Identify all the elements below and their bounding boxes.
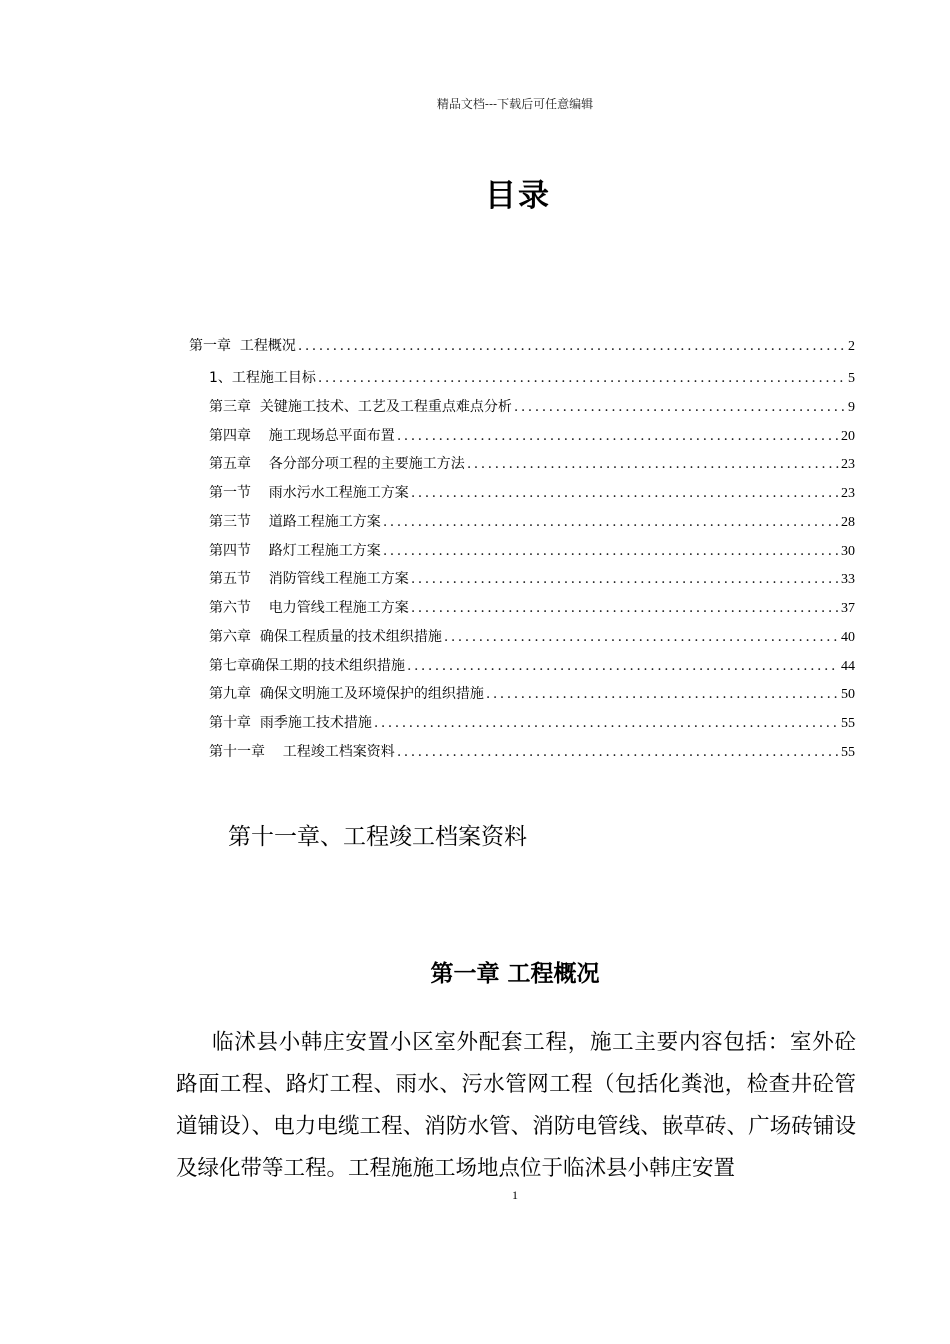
toc-leader-dots <box>467 454 839 474</box>
toc-leader-dots <box>411 483 839 503</box>
toc-leader-dots <box>383 541 839 561</box>
toc-entry-text: 第九章 确保文明施工及环境保护的组织措施 <box>209 686 484 702</box>
toc-entry[interactable] <box>209 627 855 647</box>
toc-entry-text: 第六章 确保工程质量的技术组织措施 <box>209 629 442 645</box>
toc-leader-dots <box>444 627 839 647</box>
toc-entry-page: 44 <box>841 659 855 674</box>
toc-entry-page: 50 <box>841 687 855 702</box>
toc-leader-dots <box>397 742 839 762</box>
toc-leader-dots <box>383 512 839 532</box>
toc-entry-text: 1、工程施工目标 <box>209 370 316 386</box>
toc-entry[interactable] <box>209 598 855 618</box>
chapter-heading: 第一章 工程概况 <box>430 961 600 987</box>
toc-entry[interactable] <box>209 541 855 561</box>
toc-entry-page: 28 <box>841 515 855 530</box>
toc-entry-page: 23 <box>841 457 855 472</box>
toc-entry[interactable] <box>209 742 855 762</box>
page-number: 1 <box>512 1188 518 1202</box>
toc-entry[interactable] <box>209 454 855 474</box>
toc-entry-text: 第四章 施工现场总平面布置 <box>209 428 395 444</box>
toc-leader-dots <box>407 656 839 676</box>
toc-entry-text: 第十一章 工程竣工档案资料 <box>209 744 395 760</box>
toc-entry[interactable] <box>209 512 855 532</box>
toc-entry[interactable] <box>209 368 855 388</box>
toc-entry-page: 20 <box>841 429 855 444</box>
toc-entry-page: 30 <box>841 544 855 559</box>
section-subheading: 第十一章、工程竣工档案资料 <box>228 824 527 850</box>
toc-title: 目录 <box>485 178 551 214</box>
toc-entry-page: 33 <box>841 572 855 587</box>
toc-entry[interactable] <box>209 713 855 733</box>
toc-leader-dots <box>397 426 839 446</box>
toc-leader-dots <box>318 368 846 388</box>
toc-entry-page: 5 <box>848 371 855 386</box>
toc-entry-text: 第十章 雨季施工技术措施 <box>209 715 372 731</box>
toc-entry-text: 第六节 电力管线工程施工方案 <box>209 600 409 616</box>
toc-entry-page: 55 <box>841 716 855 731</box>
toc-leader-dots <box>514 397 846 417</box>
toc-entry[interactable] <box>209 397 855 417</box>
toc-entry-text: 第七章确保工期的技术组织措施 <box>209 658 405 674</box>
toc-entry-text: 第五节 消防管线工程施工方案 <box>209 571 409 587</box>
toc-entry-page: 55 <box>841 745 855 760</box>
toc-leader-dots <box>298 336 846 356</box>
body-paragraph: 临沭县小韩庄安置小区室外配套工程，施工主要内容包括：室外砼路面工程、路灯工程、雨水、污水管网工程（包括化粪池，检查井砼管道铺设）、电力电缆工程、消防水管、消防电管线、嵌草砖、广场砖铺设及绿化带等工程。工程施施工场地点位于临沭县小韩庄安置 <box>176 1030 856 1181</box>
toc-entry-text: 第三节 道路工程施工方案 <box>209 514 381 530</box>
toc-entry-page: 37 <box>841 601 855 616</box>
toc-entry-page: 2 <box>848 339 855 354</box>
toc-entry[interactable] <box>209 426 855 446</box>
toc-entry[interactable] <box>209 656 855 676</box>
toc-entry-page: 40 <box>841 630 855 645</box>
toc-entry-text: 第五章 各分部分项工程的主要施工方法 <box>209 456 465 472</box>
header-note: 精品文档---下载后可任意编辑 <box>436 97 594 111</box>
toc-entry[interactable] <box>209 483 855 503</box>
toc-entry[interactable] <box>209 569 855 589</box>
toc-entry-text: 第三章 关键施工技术、工艺及工程重点难点分析 <box>209 399 512 415</box>
toc-leader-dots <box>411 598 839 618</box>
toc-leader-dots <box>374 713 839 733</box>
toc-entry-text: 第四节 路灯工程施工方案 <box>209 543 381 559</box>
toc-entry-text: 第一章 工程概况 <box>189 338 296 354</box>
toc-entry-page: 9 <box>848 400 855 415</box>
toc-leader-dots <box>411 569 839 589</box>
toc-entry[interactable] <box>209 684 855 704</box>
toc-entry-page: 23 <box>841 486 855 501</box>
toc-entry-text: 第一节 雨水污水工程施工方案 <box>209 485 409 501</box>
toc-entry[interactable] <box>189 336 855 356</box>
toc-leader-dots <box>486 684 839 704</box>
